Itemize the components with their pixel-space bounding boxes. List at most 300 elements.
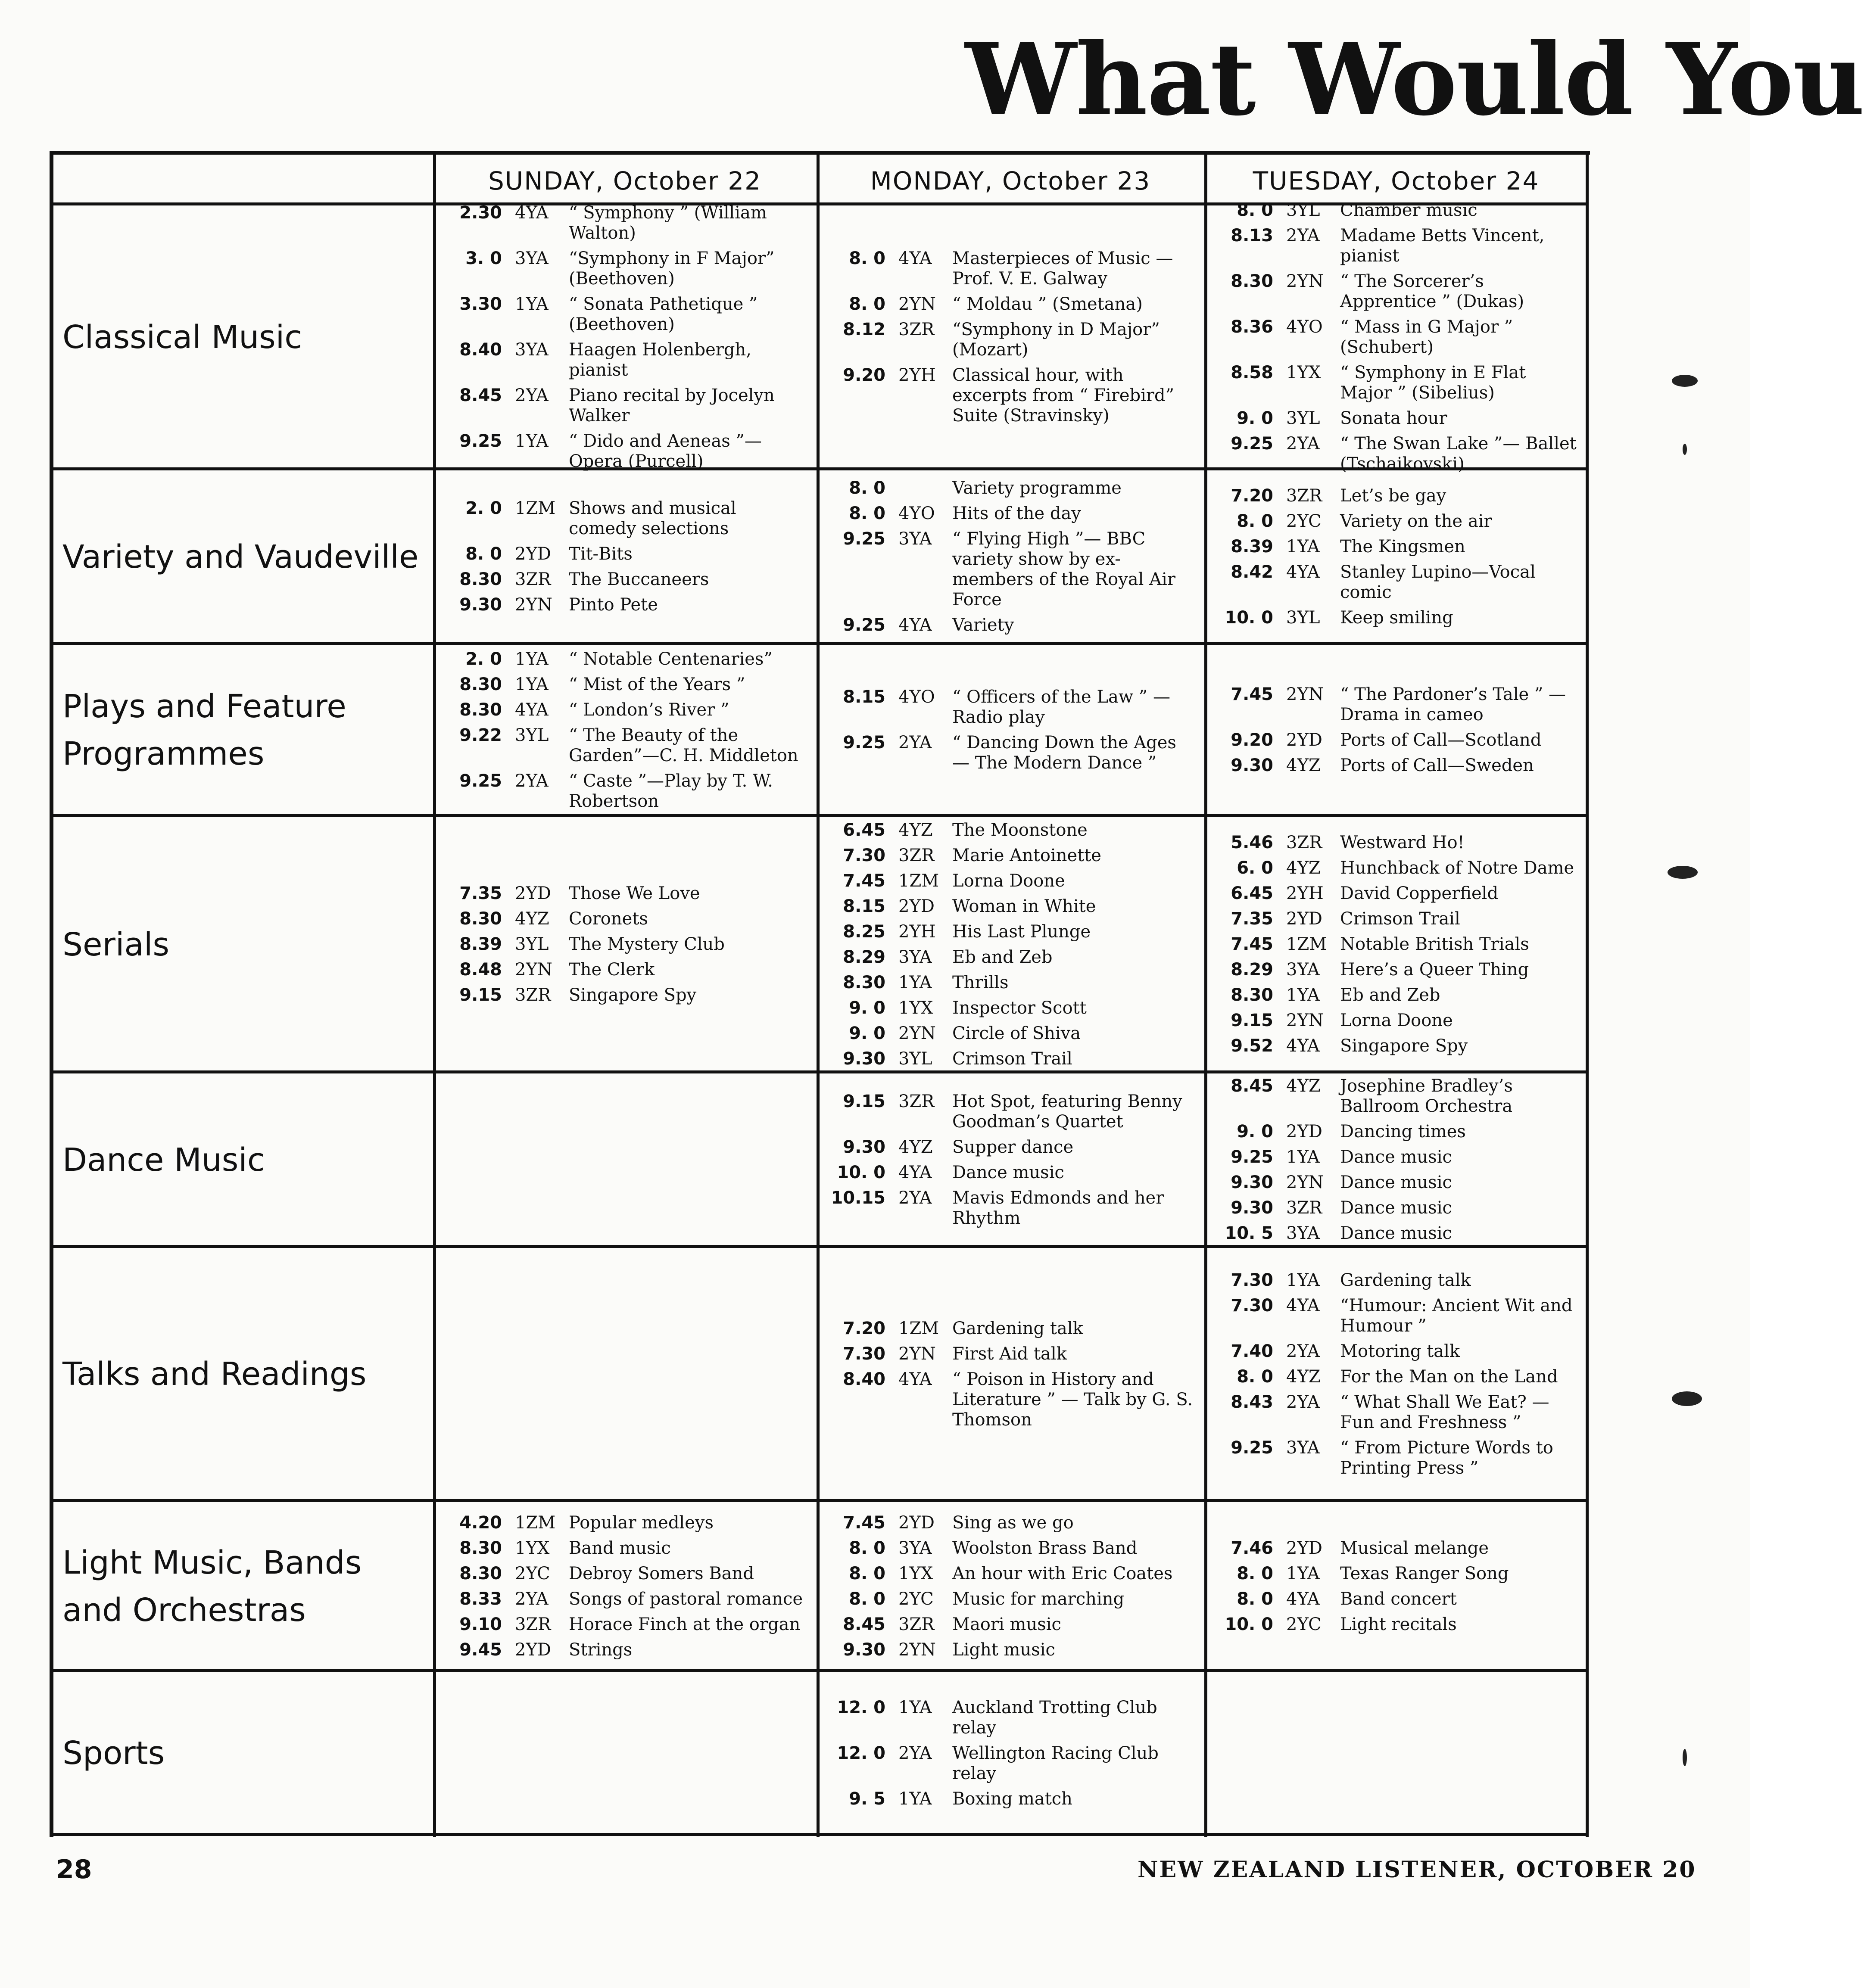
station-call-sign: 3YA xyxy=(1286,1223,1320,1243)
programme-title: Texas Ranger Song xyxy=(1340,1563,1509,1584)
station-call-sign: 1YA xyxy=(515,294,549,314)
broadcast-time: 7.30 xyxy=(843,1344,885,1364)
programme-title: Circle of Shiva xyxy=(952,1023,1081,1043)
broadcast-time: 8.29 xyxy=(843,947,885,967)
station-call-sign: 3YA xyxy=(898,529,932,549)
broadcast-time: 8. 0 xyxy=(849,1589,885,1609)
programme-title: “ Poison in History and Literature ” — Talk by G. S. Thomson xyxy=(952,1369,1193,1430)
programme-entry xyxy=(435,203,814,243)
category-label: Plays and Feature Programmes xyxy=(62,688,346,772)
station-call-sign: 4YA xyxy=(898,1369,932,1389)
broadcast-time: 8.43 xyxy=(1231,1392,1273,1412)
programme-entry xyxy=(1206,1589,1586,1609)
programme-entry xyxy=(435,1564,814,1584)
programme-title: Dance music xyxy=(1340,1223,1452,1243)
schedule-cell-tuesday xyxy=(1206,477,1586,637)
programme-entry xyxy=(1206,271,1586,312)
station-call-sign: 3YA xyxy=(515,339,549,360)
station-call-sign: 1YA xyxy=(515,674,549,694)
programme-title: “ Moldau ” (Smetana) xyxy=(952,294,1143,314)
page-number: 28 xyxy=(56,1854,92,1885)
programme-entry xyxy=(819,896,1202,917)
programme-title: Songs of pastoral romance xyxy=(569,1589,803,1609)
broadcast-time: 9.25 xyxy=(843,733,885,753)
station-call-sign: 1YA xyxy=(515,431,549,451)
broadcast-time: 8.42 xyxy=(1231,562,1273,582)
broadcast-time: 9.25 xyxy=(459,771,502,791)
station-call-sign: 4YA xyxy=(1286,1295,1320,1316)
broadcast-time: 10. 0 xyxy=(1225,607,1273,628)
station-call-sign: 1ZM xyxy=(898,1318,939,1338)
station-call-sign: 3YA xyxy=(1286,960,1320,980)
broadcast-time: 6.45 xyxy=(1231,884,1273,903)
programme-entry xyxy=(819,1640,1202,1660)
programme-title: Crimson Trail xyxy=(1340,909,1460,929)
broadcast-time: 7.46 xyxy=(1231,1538,1273,1558)
programme-entry xyxy=(435,725,814,766)
programme-title: “ The Swan Lake ”— Ballet (Tschaikovski) xyxy=(1340,433,1577,474)
programme-title: “ Flying High ”— BBC variety show by ex-members of the Royal Air Force xyxy=(952,529,1175,610)
broadcast-time: 7.30 xyxy=(1231,1295,1273,1316)
programme-entry xyxy=(1206,1296,1586,1336)
programme-entry xyxy=(819,871,1202,891)
programme-entry xyxy=(435,340,814,380)
programme-title: “Humour: Ancient Wit and Humour ” xyxy=(1340,1295,1573,1336)
broadcast-time: 8. 0 xyxy=(1237,1563,1273,1584)
programme-title: “ Mass in G Major ” (Schubert) xyxy=(1340,317,1513,357)
programme-title: Dance music xyxy=(952,1162,1064,1182)
programme-title: Hunchback of Notre Dame xyxy=(1340,858,1574,878)
programme-entry xyxy=(435,294,814,335)
programme-entry xyxy=(819,733,1202,773)
programme-entry xyxy=(1206,511,1586,532)
publication-line: NEW ZEALAND LISTENER, OCTOBER 20 xyxy=(1138,1857,1696,1883)
station-call-sign: 4YZ xyxy=(1286,756,1321,775)
programme-entry xyxy=(1206,909,1586,929)
broadcast-time: 3.30 xyxy=(459,294,502,314)
category-label: Talks and Readings xyxy=(62,1356,367,1393)
broadcast-time: 3. 0 xyxy=(465,248,502,268)
programme-entry xyxy=(435,386,814,426)
station-call-sign: 2YA xyxy=(1286,433,1320,454)
programme-entry xyxy=(819,1163,1202,1183)
programme-entry xyxy=(819,1698,1202,1738)
day-header-tuesday: TUESDAY, October 24 xyxy=(1253,166,1540,196)
programme-entry xyxy=(1206,1392,1586,1433)
station-call-sign: 3YA xyxy=(898,947,932,967)
broadcast-time: 8.30 xyxy=(843,972,885,992)
broadcast-time: 8.40 xyxy=(843,1369,885,1389)
programme-entry xyxy=(1206,684,1586,725)
broadcast-time: 9.10 xyxy=(459,1614,502,1634)
programme-title: The Mystery Club xyxy=(569,934,725,954)
station-call-sign: 3ZR xyxy=(898,845,935,865)
programme-title: Here’s a Queer Thing xyxy=(1340,960,1529,980)
station-call-sign: 2YN xyxy=(1286,1011,1324,1030)
station-call-sign: 3YL xyxy=(515,934,549,954)
broadcast-time: 9. 0 xyxy=(849,1023,885,1043)
station-call-sign: 2YN xyxy=(1286,684,1324,704)
category-label: Light Music, Bands and Orchestras xyxy=(62,1544,362,1629)
station-call-sign: 2YA xyxy=(898,733,932,753)
schedule-cell-tuesday xyxy=(1206,1076,1586,1243)
programme-entry xyxy=(1206,434,1586,474)
station-call-sign: 3ZR xyxy=(1286,1198,1322,1218)
broadcast-time: 12. 0 xyxy=(837,1697,885,1717)
broadcast-time: 8.30 xyxy=(459,909,502,929)
station-call-sign: 1ZM xyxy=(515,498,556,518)
programme-title: Variety on the air xyxy=(1340,511,1492,531)
broadcast-time: 8.33 xyxy=(459,1589,502,1609)
programme-title: Motoring talk xyxy=(1340,1341,1460,1361)
station-call-sign: 2YD xyxy=(515,884,551,903)
day-header-monday: MONDAY, October 23 xyxy=(870,166,1151,196)
programme-entry xyxy=(1206,1011,1586,1031)
broadcast-time: 9.30 xyxy=(459,595,502,615)
programme-entry xyxy=(819,998,1202,1018)
station-call-sign: 3YA xyxy=(515,248,549,268)
programme-entry xyxy=(435,934,814,955)
broadcast-time: 9.30 xyxy=(1231,1198,1273,1218)
programme-entry xyxy=(819,973,1202,993)
programme-title: “ Officers of the Law ” —Radio play xyxy=(952,687,1170,727)
broadcast-time: 7.45 xyxy=(843,871,885,891)
broadcast-time: 9.30 xyxy=(1231,756,1273,775)
broadcast-time: 8. 0 xyxy=(1237,1589,1273,1609)
programme-entry xyxy=(819,1319,1202,1339)
station-call-sign: 4YO xyxy=(898,687,935,707)
programme-entry xyxy=(819,294,1202,314)
programme-title: Tit-Bits xyxy=(569,544,633,564)
programme-entry xyxy=(819,820,1202,840)
schedule-cell-sunday xyxy=(435,651,814,809)
schedule-cell-monday xyxy=(819,1254,1202,1494)
programme-title: Eb and Zeb xyxy=(952,947,1053,967)
programme-title: Haagen Holenbergh, pianist xyxy=(569,339,752,380)
broadcast-time: 8. 0 xyxy=(849,294,885,314)
station-call-sign: 1ZM xyxy=(1286,934,1327,954)
programme-entry xyxy=(1206,1538,1586,1559)
row-divider xyxy=(52,1833,1588,1836)
programme-title: Singapore Spy xyxy=(569,985,697,1005)
programme-entry xyxy=(1206,1270,1586,1291)
station-call-sign: 2YC xyxy=(1286,511,1322,531)
programme-entry xyxy=(1206,1564,1586,1584)
programme-entry xyxy=(1206,1036,1586,1056)
programme-title: Debroy Somers Band xyxy=(569,1563,754,1584)
programme-title: “ What Shall We Eat? —Fun and Freshness ” xyxy=(1340,1392,1549,1432)
programme-entry xyxy=(435,544,814,564)
station-call-sign: 2YN xyxy=(515,595,552,615)
table-top-border xyxy=(50,151,1590,155)
broadcast-time: 5.46 xyxy=(1231,833,1273,852)
broadcast-time: 8. 0 xyxy=(849,504,885,523)
programme-title: First Aid talk xyxy=(952,1344,1067,1364)
programme-entry xyxy=(819,1092,1202,1132)
broadcast-time: 9.20 xyxy=(1231,730,1273,750)
station-call-sign: 2YC xyxy=(898,1589,934,1609)
programme-title: Madame Betts Vincent, pianist xyxy=(1340,225,1545,266)
station-call-sign: 4YA xyxy=(1286,1589,1320,1609)
station-call-sign: 3YA xyxy=(898,1538,932,1558)
station-call-sign: 2YC xyxy=(1286,1614,1322,1634)
broadcast-time: 6. 0 xyxy=(1237,858,1273,878)
station-call-sign: 3YL xyxy=(1286,607,1320,628)
broadcast-time: 9.25 xyxy=(1231,433,1273,454)
programme-entry xyxy=(819,504,1202,524)
programme-title: “ Dancing Down the Ages — The Modern Dance ” xyxy=(952,733,1176,773)
programme-title: Ports of Call—Sweden xyxy=(1340,756,1534,775)
broadcast-time: 8.45 xyxy=(1231,1076,1273,1096)
programme-entry xyxy=(1206,756,1586,776)
broadcast-time: 9.25 xyxy=(843,615,885,635)
programme-entry xyxy=(435,909,814,929)
programme-entry xyxy=(819,249,1202,289)
programme-entry xyxy=(435,1640,814,1660)
broadcast-time: 9. 5 xyxy=(849,1789,885,1809)
programme-title: Light recitals xyxy=(1340,1614,1457,1634)
broadcast-time: 8.30 xyxy=(1231,985,1273,1005)
programme-entry xyxy=(819,478,1202,498)
station-call-sign: 3ZR xyxy=(1286,485,1322,506)
station-call-sign: 2YC xyxy=(515,1563,550,1584)
programme-title: Music for marching xyxy=(952,1589,1125,1609)
programme-entry xyxy=(819,1024,1202,1044)
programme-entry xyxy=(819,1789,1202,1809)
broadcast-time: 8.29 xyxy=(1231,960,1273,980)
programme-title: Piano recital by Jocelyn Walker xyxy=(569,385,775,426)
station-call-sign: 2YD xyxy=(1286,1538,1322,1558)
row-divider xyxy=(52,1669,1588,1672)
broadcast-time: 8. 0 xyxy=(1237,511,1273,531)
broadcast-time: 9.52 xyxy=(1231,1036,1273,1056)
programme-entry xyxy=(819,1344,1202,1364)
programme-entry xyxy=(435,498,814,539)
station-call-sign: 3ZR xyxy=(898,1614,935,1634)
programme-entry xyxy=(435,675,814,695)
programme-title: The Buccaneers xyxy=(569,569,709,589)
station-call-sign: 3YA xyxy=(1286,1437,1320,1458)
programme-entry xyxy=(819,1743,1202,1784)
programme-title: Horace Finch at the organ xyxy=(569,1614,801,1634)
programme-entry xyxy=(819,1049,1202,1069)
broadcast-time: 8. 0 xyxy=(1237,1366,1273,1387)
station-call-sign: 1YA xyxy=(898,972,932,992)
station-call-sign: 2YN xyxy=(898,1344,936,1364)
programme-title: Shows and musical comedy selections xyxy=(569,498,736,538)
station-call-sign: 4YO xyxy=(898,504,935,523)
programme-entry xyxy=(819,1137,1202,1157)
station-call-sign: 1ZM xyxy=(898,871,939,891)
programme-title: Singapore Spy xyxy=(1340,1036,1468,1056)
station-call-sign: 3ZR xyxy=(898,319,935,339)
programme-title: Pinto Pete xyxy=(569,595,658,615)
station-call-sign: 4YZ xyxy=(1286,858,1321,878)
broadcast-time: 10. 5 xyxy=(1225,1223,1273,1243)
programme-title: For the Man on the Land xyxy=(1340,1366,1558,1387)
station-call-sign: 4YA xyxy=(898,248,932,268)
station-call-sign: 2YA xyxy=(1286,1341,1320,1361)
station-call-sign: 3YL xyxy=(515,725,549,745)
station-call-sign: 2YD xyxy=(1286,730,1322,750)
broadcast-time: 8.39 xyxy=(459,934,502,954)
programme-entry xyxy=(435,960,814,980)
programme-title: Woman in White xyxy=(952,896,1096,916)
broadcast-time: 7.20 xyxy=(843,1318,885,1338)
schedule-cell-monday xyxy=(819,1080,1202,1240)
broadcast-time: 10.15 xyxy=(831,1188,885,1208)
station-call-sign: 2YA xyxy=(898,1188,932,1208)
station-call-sign: 2YH xyxy=(898,921,936,942)
programme-title: Lorna Doone xyxy=(1340,1011,1453,1030)
programme-title: The Moonstone xyxy=(952,820,1088,840)
schedule-cell-tuesday xyxy=(1206,651,1586,809)
programme-entry xyxy=(819,1513,1202,1533)
broadcast-time: 8.39 xyxy=(1231,536,1273,557)
broadcast-time: 9.25 xyxy=(843,529,885,549)
programme-entry xyxy=(435,771,814,812)
programme-entry xyxy=(1206,562,1586,603)
broadcast-time: 9.22 xyxy=(459,725,502,745)
category-label: Sports xyxy=(62,1735,165,1772)
programme-entry xyxy=(1206,408,1586,429)
category-label: Classical Music xyxy=(62,318,302,356)
station-call-sign: 4YZ xyxy=(898,820,933,840)
broadcast-time: 7.45 xyxy=(1231,684,1273,704)
broadcast-time: 8.30 xyxy=(459,569,502,589)
station-call-sign: 3ZR xyxy=(515,985,551,1005)
programme-title: Variety xyxy=(952,615,1014,635)
programme-entry xyxy=(1206,934,1586,955)
station-call-sign: 3ZR xyxy=(898,1091,935,1111)
programme-title: An hour with Eric Coates xyxy=(952,1563,1173,1584)
broadcast-time: 8.58 xyxy=(1231,362,1273,383)
programme-entry xyxy=(1206,1438,1586,1478)
programme-title: Sonata hour xyxy=(1340,408,1447,428)
programme-entry xyxy=(819,320,1202,360)
broadcast-time: 7.45 xyxy=(1231,934,1273,954)
station-call-sign: 2YN xyxy=(515,960,552,980)
programme-title: His Last Plunge xyxy=(952,921,1091,942)
programme-entry xyxy=(1206,985,1586,1005)
programme-title: “ London’s River ” xyxy=(569,700,729,720)
station-call-sign: 2YA xyxy=(515,771,549,791)
station-call-sign: 1YA xyxy=(1286,1147,1320,1167)
programme-entry xyxy=(435,700,814,720)
station-call-sign: 4YA xyxy=(898,615,932,635)
station-call-sign: 4YA xyxy=(515,700,549,720)
programme-entry xyxy=(819,922,1202,942)
programme-title: Woolston Brass Band xyxy=(952,1538,1138,1558)
station-call-sign: 4YZ xyxy=(898,1137,933,1157)
row-divider xyxy=(52,642,1588,645)
programme-title: “ Symphony ” (William Walton) xyxy=(569,202,767,243)
schedule-cell-sunday xyxy=(435,824,814,1065)
station-call-sign: 3YL xyxy=(1286,408,1320,428)
station-call-sign: 2YN xyxy=(1286,271,1324,291)
programme-title: The Kingsmen xyxy=(1340,536,1465,557)
row-divider xyxy=(52,1070,1588,1073)
programme-entry xyxy=(1206,1147,1586,1167)
programme-title: Band concert xyxy=(1340,1589,1457,1609)
station-call-sign: 2YN xyxy=(898,1023,936,1043)
broadcast-time: 9.30 xyxy=(843,1640,885,1660)
programme-title: Popular medleys xyxy=(569,1512,714,1533)
broadcast-time: 8. 0 xyxy=(849,478,885,498)
programme-title: Chamber music xyxy=(1340,200,1477,220)
broadcast-time: 9.25 xyxy=(459,431,502,451)
station-call-sign: 3ZR xyxy=(515,1614,551,1634)
programme-entry xyxy=(435,884,814,904)
broadcast-time: 7.35 xyxy=(1231,909,1273,929)
programme-entry xyxy=(819,1615,1202,1635)
broadcast-time: 9.30 xyxy=(843,1048,885,1069)
schedule-cell-monday xyxy=(819,212,1202,462)
broadcast-time: 8.48 xyxy=(459,960,502,980)
station-call-sign: 1YA xyxy=(1286,536,1320,557)
station-call-sign: 2YN xyxy=(898,294,936,314)
programme-title: “ The Sorcerer’s Apprentice ” (Dukas) xyxy=(1340,271,1524,311)
schedule-cell-sunday xyxy=(435,1080,814,1240)
programme-title: “ The Beauty of the Garden”—C. H. Middleton xyxy=(569,725,798,765)
programme-title: Inspector Scott xyxy=(952,998,1087,1018)
programme-title: Ports of Call—Scotland xyxy=(1340,730,1542,750)
broadcast-time: 7.20 xyxy=(1231,485,1273,506)
programme-entry xyxy=(1206,363,1586,403)
schedule-cell-monday xyxy=(819,477,1202,637)
programme-entry xyxy=(819,1564,1202,1584)
broadcast-time: 2. 0 xyxy=(465,498,502,518)
broadcast-time: 8. 0 xyxy=(465,544,502,564)
broadcast-time: 8.45 xyxy=(459,385,502,405)
station-call-sign: 1YA xyxy=(898,1789,932,1809)
programme-entry xyxy=(1206,1341,1586,1362)
broadcast-time: 7.45 xyxy=(843,1512,885,1533)
station-call-sign: 4YZ xyxy=(515,909,549,929)
programme-title: Classical hour, with excerpts from “ Firebird” Suite (Stravinsky) xyxy=(952,365,1175,426)
programme-title: Maori music xyxy=(952,1614,1061,1634)
programme-entry xyxy=(1206,884,1586,904)
schedule-cell-tuesday xyxy=(1206,1254,1586,1494)
station-call-sign: 2YD xyxy=(515,544,551,564)
headline: What Would You xyxy=(965,22,1864,138)
programme-title: “ Caste ”—Play by T. W. Robertson xyxy=(569,771,773,811)
broadcast-time: 8.25 xyxy=(843,921,885,942)
programme-title: Dancing times xyxy=(1340,1122,1466,1142)
programme-title: Boxing match xyxy=(952,1789,1072,1809)
station-call-sign: 1YA xyxy=(1286,1563,1320,1584)
broadcast-time: 12. 0 xyxy=(837,1743,885,1763)
ink-blot xyxy=(1668,866,1698,879)
programme-title: Those We Love xyxy=(569,884,700,903)
programme-entry xyxy=(1206,730,1586,750)
broadcast-time: 9.20 xyxy=(843,365,885,385)
programme-title: Marie Antoinette xyxy=(952,845,1101,865)
programme-entry xyxy=(435,1615,814,1635)
programme-entry xyxy=(1206,960,1586,980)
programme-entry xyxy=(435,1538,814,1559)
station-call-sign: 4YA xyxy=(1286,1036,1320,1056)
programme-entry xyxy=(1206,608,1586,628)
schedule-cell-sunday xyxy=(435,1509,814,1664)
programme-title: Musical melange xyxy=(1340,1538,1489,1558)
programme-title: Notable British Trials xyxy=(1340,934,1529,954)
row-divider xyxy=(52,814,1588,817)
programme-entry xyxy=(435,431,814,472)
programme-entry xyxy=(435,1513,814,1533)
programme-title: Coronets xyxy=(569,909,648,929)
schedule-cell-tuesday xyxy=(1206,1509,1586,1664)
